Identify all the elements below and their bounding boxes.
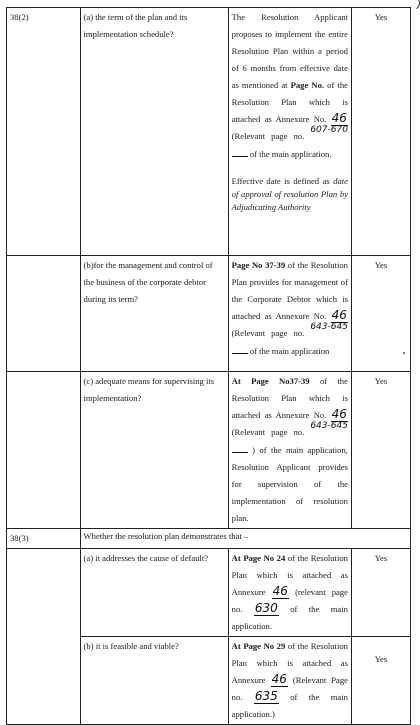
clause-response xyxy=(228,8,351,256)
page-reference: At Page No 24 xyxy=(231,553,286,563)
status-yes: Yes xyxy=(351,549,410,637)
handwritten-annexure-number: 46 xyxy=(331,308,347,322)
response-text: of the Resolution Plan which is attached as Annexure xyxy=(231,553,348,597)
blank-line xyxy=(232,344,248,354)
response-text: (relevant page no. xyxy=(231,587,348,614)
clause-question: (b) it is feasible and viable? xyxy=(80,637,228,725)
page-reference: Page No. xyxy=(290,80,325,90)
status-yes: Yes xyxy=(351,637,410,725)
response-text: of the Resolution Plan which is attached as Annexure No. xyxy=(231,376,348,420)
note-text: Effective date is defined as xyxy=(231,176,330,186)
table-row xyxy=(7,8,411,256)
status-yes: Yes xyxy=(351,8,410,256)
clause-response xyxy=(228,637,351,725)
response-text: of the Resolution Plan which is attached as Annexure No. xyxy=(231,80,348,124)
response-text: ) of the main application, Resolution Applicant provides for supervision of the implementation of resolution plan. xyxy=(231,445,348,523)
status-yes: Yes xyxy=(351,372,410,529)
response-text: (Relevant page no. xyxy=(231,427,305,437)
handwritten-page-number: 630 xyxy=(254,601,278,615)
clause-number: 38(2) xyxy=(7,8,81,256)
handwritten-annexure-number: 46 xyxy=(331,407,347,421)
handwritten-page-range: 643-645 xyxy=(310,421,348,431)
handwritten-page-number: 635 xyxy=(254,689,278,703)
clause-question: (a) the term of the plan and its implementation schedule? xyxy=(80,8,228,256)
handwritten-annexure-number: 46 xyxy=(331,111,347,125)
handwritten-page-range: 643-645 xyxy=(310,322,348,332)
ink-speck xyxy=(403,352,405,354)
clause-question: (c) adequate means for supervising its implementation? xyxy=(80,372,228,529)
response-text: of the main application.) xyxy=(231,692,348,719)
table-row xyxy=(7,529,411,549)
clause-number xyxy=(7,256,81,372)
clause-response xyxy=(228,549,351,637)
response-text: of the main application. xyxy=(249,149,332,159)
response-text: of the Resolution Plan which is attached as Annexure xyxy=(231,641,348,685)
response-text: (Relevant page no. xyxy=(231,131,305,141)
blank-line xyxy=(232,147,248,157)
note-definition: date of approval of resolution Plan by Adjudicating Authority xyxy=(231,176,348,212)
effective-date-note xyxy=(232,175,348,214)
clause-question: (a) it addresses the cause of default? xyxy=(80,549,228,637)
response-text: of the main application xyxy=(249,346,330,356)
clause-response xyxy=(228,372,351,529)
clause-number xyxy=(7,372,81,529)
clause-response xyxy=(228,256,351,372)
response-text: (Relevant page no. xyxy=(231,328,305,338)
response-text: of the Resolution Plan provides for management of the Corporate Debtor which is attached as Annexure No. xyxy=(231,260,348,321)
clause-number: 38(3) xyxy=(7,529,81,549)
clause-number xyxy=(7,549,81,725)
page-reference: At Page No37-39 xyxy=(231,376,310,386)
table-row xyxy=(7,372,411,529)
response-text: The Resolution Applicant proposes to implement the entire Resolution Plan within a period of 6 months from effective date as mentioned at xyxy=(231,12,348,90)
table-row xyxy=(7,549,411,637)
handwritten-annexure-number: 46 xyxy=(272,584,288,598)
response-text: of the main application. xyxy=(231,604,348,631)
page-reference: Page No 37-39 xyxy=(231,260,286,270)
clause-question: (b)for the management and control of the business of the corporate debtor during its term? xyxy=(80,256,228,372)
section-heading: Whether the resolution plan demonstrates that – xyxy=(80,529,410,549)
page-reference: At Page No 29 xyxy=(231,641,286,651)
spacer xyxy=(232,163,348,175)
status-yes: Yes xyxy=(351,256,410,372)
handwritten-annexure-number: 46 xyxy=(271,672,287,686)
blank-line xyxy=(232,443,248,453)
table-row xyxy=(7,256,411,372)
handwritten-page-range: 607-670 xyxy=(310,125,348,135)
compliance-table xyxy=(6,7,411,725)
response-text: (Relevant Page no. xyxy=(231,675,348,702)
